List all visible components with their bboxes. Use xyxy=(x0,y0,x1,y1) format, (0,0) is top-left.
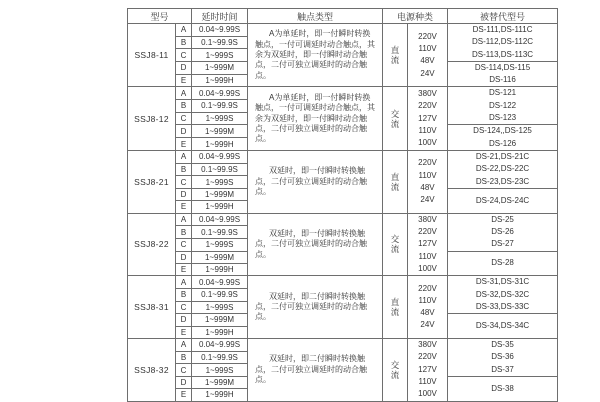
power-kind-char: 直 xyxy=(390,45,400,56)
power-kind-char: 流 xyxy=(390,244,400,255)
model-cell: SSJ8-12 xyxy=(128,87,176,150)
delay-cell: 1~999M xyxy=(192,125,248,138)
replaced-model-cell-top xyxy=(448,213,558,251)
delay-cell: 1~999H xyxy=(192,326,248,338)
delay-cell: 1~999S xyxy=(192,176,248,189)
power-kind-char: 流 xyxy=(390,118,400,129)
letter-cell: C xyxy=(176,238,192,251)
letter-cell: D xyxy=(176,61,192,74)
voltage-line: 127V xyxy=(418,113,437,123)
model-cell: SSJ8-21 xyxy=(128,150,176,213)
table-row xyxy=(128,213,558,226)
replaced-model-line: DS-121 xyxy=(488,88,517,98)
letter-cell: A xyxy=(176,150,192,163)
power-kind-char: 直 xyxy=(390,171,400,182)
replaced-model-line: DS-37 xyxy=(491,364,514,374)
power-kind-char: 流 xyxy=(390,307,400,318)
letter-cell: A xyxy=(176,213,192,226)
replaced-model-cell-top xyxy=(448,276,558,314)
letter-cell: D xyxy=(176,376,192,388)
letter-cell: B xyxy=(176,226,192,239)
table-row xyxy=(128,87,558,100)
delay-cell: 0.04~9.99S xyxy=(192,24,248,37)
replaced-model-line: DS-25 xyxy=(491,214,514,224)
header-power: 电源种类 xyxy=(383,9,448,24)
letter-cell: C xyxy=(176,49,192,62)
replaced-model-cell-top xyxy=(448,338,558,376)
delay-cell: 1~999S xyxy=(192,112,248,125)
voltage-line: 100V xyxy=(418,389,437,399)
voltage-line: 220V xyxy=(418,101,437,111)
contact-type-cell xyxy=(248,338,383,401)
voltage-line: 24V xyxy=(420,195,435,205)
replaced-model-cell-bottom xyxy=(448,61,558,87)
replaced-model-line: DS-26 xyxy=(491,226,514,236)
letter-cell: A xyxy=(176,87,192,100)
replaced-model-line: DS-23,DS-23C xyxy=(475,176,530,186)
voltage-line: 380V xyxy=(418,340,437,350)
voltage-line: 48V xyxy=(420,182,435,192)
voltage-cell xyxy=(408,338,448,401)
replaced-model-line: DS-22,DS-22C xyxy=(475,164,530,174)
replaced-model-line: DS-122 xyxy=(488,100,517,110)
contact-type-text: 双延时，即二付瞬时转换触点，二付可独立调延时的动合触点。 xyxy=(255,291,368,322)
contact-type-cell xyxy=(248,150,383,213)
delay-cell: 1~999M xyxy=(192,376,248,388)
voltage-line: 24V xyxy=(420,68,435,78)
voltage-line: 100V xyxy=(418,263,437,273)
replaced-model-line: DS-21,DS-21C xyxy=(475,151,530,161)
contact-type-cell xyxy=(248,24,383,87)
replaced-model-cell-bottom xyxy=(448,314,558,339)
voltage-line: 380V xyxy=(418,88,437,98)
voltage-line: 110V xyxy=(418,295,437,305)
replaced-model-cell-bottom xyxy=(448,125,558,151)
delay-cell: 0.1~99.9S xyxy=(192,100,248,113)
replaced-model-line: DS-124,,DS-125 xyxy=(473,126,532,136)
replaced-model-line: DS-126 xyxy=(488,138,517,148)
letter-cell: D xyxy=(176,188,192,200)
replaced-model-cell-top xyxy=(448,150,558,188)
voltage-cell xyxy=(408,24,448,87)
delay-cell: 0.04~9.99S xyxy=(192,213,248,226)
header-row xyxy=(128,9,558,24)
voltage-line: 110V xyxy=(418,376,437,386)
letter-cell: E xyxy=(176,138,192,151)
voltage-line: 220V xyxy=(418,227,437,237)
replaced-model-line: DS-114,DS-115 xyxy=(474,62,531,72)
contact-type-cell xyxy=(248,87,383,150)
delay-cell: 1~999M xyxy=(192,188,248,200)
voltage-cell xyxy=(408,87,448,150)
letter-cell: A xyxy=(176,24,192,37)
voltage-line: 48V xyxy=(420,56,435,66)
power-kind-cell xyxy=(383,213,408,276)
delay-cell: 1~999H xyxy=(192,389,248,401)
voltage-line: 220V xyxy=(418,283,437,293)
voltage-cell xyxy=(408,213,448,276)
replaced-model-line: DS-35 xyxy=(491,339,514,349)
letter-cell: E xyxy=(176,389,192,401)
voltage-line: 380V xyxy=(418,214,437,224)
delay-cell: 1~999H xyxy=(192,263,248,275)
delay-cell: 1~999M xyxy=(192,251,248,263)
delay-cell: 1~999H xyxy=(192,138,248,151)
delay-cell: 0.1~99.9S xyxy=(192,36,248,49)
letter-cell: D xyxy=(176,125,192,138)
delay-cell: 1~999S xyxy=(192,364,248,377)
contact-type-text: 双延时，即二付瞬时转换触点，二付可独立调延时的动合触点。 xyxy=(255,354,368,385)
replaced-model-line: DS-112,DS-112C xyxy=(472,37,534,47)
letter-cell: B xyxy=(176,351,192,364)
letter-cell: C xyxy=(176,112,192,125)
letter-cell: D xyxy=(176,314,192,326)
power-kind-char: 交 xyxy=(390,108,400,119)
power-kind-char: 直 xyxy=(390,297,400,308)
voltage-line: 220V xyxy=(418,158,437,168)
letter-cell: B xyxy=(176,36,192,49)
header-contact: 触点类型 xyxy=(248,9,383,24)
voltage-line: 110V xyxy=(418,43,437,53)
letter-cell: D xyxy=(176,251,192,263)
model-cell: SSJ8-11 xyxy=(128,24,176,87)
table-row xyxy=(128,24,558,37)
voltage-line: 48V xyxy=(420,308,435,318)
replaced-model-line: DS-33,DS-33C xyxy=(475,301,530,311)
voltage-line: 24V xyxy=(420,320,435,330)
voltage-cell xyxy=(408,276,448,339)
voltage-line: 220V xyxy=(418,352,437,362)
table-row xyxy=(128,338,558,351)
voltage-cell xyxy=(408,150,448,213)
delay-cell: 1~999M xyxy=(192,61,248,74)
power-kind-cell xyxy=(383,87,408,150)
voltage-line: 127V xyxy=(418,364,437,374)
model-cell: SSJ8-31 xyxy=(128,276,176,339)
delay-cell: 1~999H xyxy=(192,201,248,213)
replaced-model-cell-bottom xyxy=(448,188,558,213)
voltage-line: 110V xyxy=(418,251,437,261)
delay-cell: 0.04~9.99S xyxy=(192,338,248,351)
letter-cell: B xyxy=(176,288,192,301)
letter-cell: C xyxy=(176,364,192,377)
letter-cell: E xyxy=(176,263,192,275)
replaced-model-line: DS-32,DS-32C xyxy=(475,289,530,299)
letter-cell: C xyxy=(176,301,192,314)
letter-cell: C xyxy=(176,176,192,189)
power-kind-cell xyxy=(383,276,408,339)
contact-type-text: 双延时，即一付瞬时转换触点，二付可独立调延时的动合触点。 xyxy=(255,228,368,259)
power-kind-cell xyxy=(383,24,408,87)
letter-cell: E xyxy=(176,201,192,213)
contact-type-text: 双延时，即一付瞬时转换触点，二付可独立调延时的动合触点。 xyxy=(255,166,368,196)
replaced-model-cell-bottom xyxy=(448,376,558,401)
delay-cell: 0.04~9.99S xyxy=(192,150,248,163)
model-cell: SSJ8-32 xyxy=(128,338,176,401)
replaced-model-line: DS-31,DS-31C xyxy=(475,277,530,287)
delay-cell: 0.1~99.9S xyxy=(192,351,248,364)
voltage-line: 220V xyxy=(418,31,437,41)
model-cell: SSJ8-22 xyxy=(128,213,176,276)
table-row xyxy=(128,276,558,289)
replaced-model-line: DS-28 xyxy=(491,258,514,268)
delay-cell: 0.04~9.99S xyxy=(192,87,248,100)
power-kind-char: 交 xyxy=(390,234,400,245)
delay-cell: 0.1~99.9S xyxy=(192,226,248,239)
replaced-model-cell-top xyxy=(448,87,558,125)
letter-cell: E xyxy=(176,326,192,338)
contact-type-text: A为单延时，即一付瞬时转换触点，一付可调延时动合触点，其余为双延时，即一付瞬时动合触点，二付可独立调延时的动合触点。 xyxy=(255,92,376,144)
table-row xyxy=(128,150,558,163)
contact-type-cell xyxy=(248,213,383,276)
spec-table xyxy=(127,8,558,402)
header-delay: 延时时间 xyxy=(192,9,248,24)
contact-type-text: A为单延时，即一付瞬时转换触点，一付可调延时动合触点，其余为双延时，即一付瞬时动合触点，二付可独立调延时的动合触点。 xyxy=(255,29,376,80)
voltage-line: 100V xyxy=(418,138,437,148)
delay-cell: 0.1~99.9S xyxy=(192,288,248,301)
power-kind-char: 交 xyxy=(390,359,400,370)
power-kind-char: 流 xyxy=(390,369,400,380)
letter-cell: B xyxy=(176,163,192,176)
replaced-model-line: DS-36 xyxy=(491,352,514,362)
delay-cell: 1~999S xyxy=(192,238,248,251)
power-kind-cell xyxy=(383,338,408,401)
voltage-line: 127V xyxy=(418,239,437,249)
replaced-model-line: DS-116 xyxy=(489,75,516,85)
header-replaced: 被替代型号 xyxy=(448,9,558,24)
replaced-model-line: DS-34,DS-34C xyxy=(475,320,530,330)
replaced-model-line: DS-24,DS-24C xyxy=(475,195,530,205)
delay-cell: 1~999S xyxy=(192,49,248,62)
replaced-model-cell-top xyxy=(448,24,558,62)
replaced-model-line: DS-113,DS-113C xyxy=(472,49,534,59)
letter-cell: B xyxy=(176,100,192,113)
contact-type-cell xyxy=(248,276,383,339)
power-kind-cell xyxy=(383,150,408,213)
replaced-model-line: DS-123 xyxy=(488,113,517,123)
delay-cell: 1~999M xyxy=(192,314,248,326)
header-model: 型号 xyxy=(128,9,192,24)
power-kind-char: 流 xyxy=(390,181,400,192)
power-kind-char: 流 xyxy=(390,55,400,66)
delay-cell: 1~999H xyxy=(192,74,248,87)
replaced-model-line: DS-38 xyxy=(491,383,514,393)
delay-cell: 0.04~9.99S xyxy=(192,276,248,289)
letter-cell: E xyxy=(176,74,192,87)
voltage-line: 110V xyxy=(418,125,437,135)
letter-cell: A xyxy=(176,276,192,289)
replaced-model-line: DS-27 xyxy=(491,239,514,249)
delay-cell: 1~999S xyxy=(192,301,248,314)
replaced-model-line: DS-111,DS-111C xyxy=(472,25,533,34)
delay-cell: 0.1~99.9S xyxy=(192,163,248,176)
replaced-model-cell-bottom xyxy=(448,251,558,276)
voltage-line: 110V xyxy=(418,170,437,180)
letter-cell: A xyxy=(176,338,192,351)
